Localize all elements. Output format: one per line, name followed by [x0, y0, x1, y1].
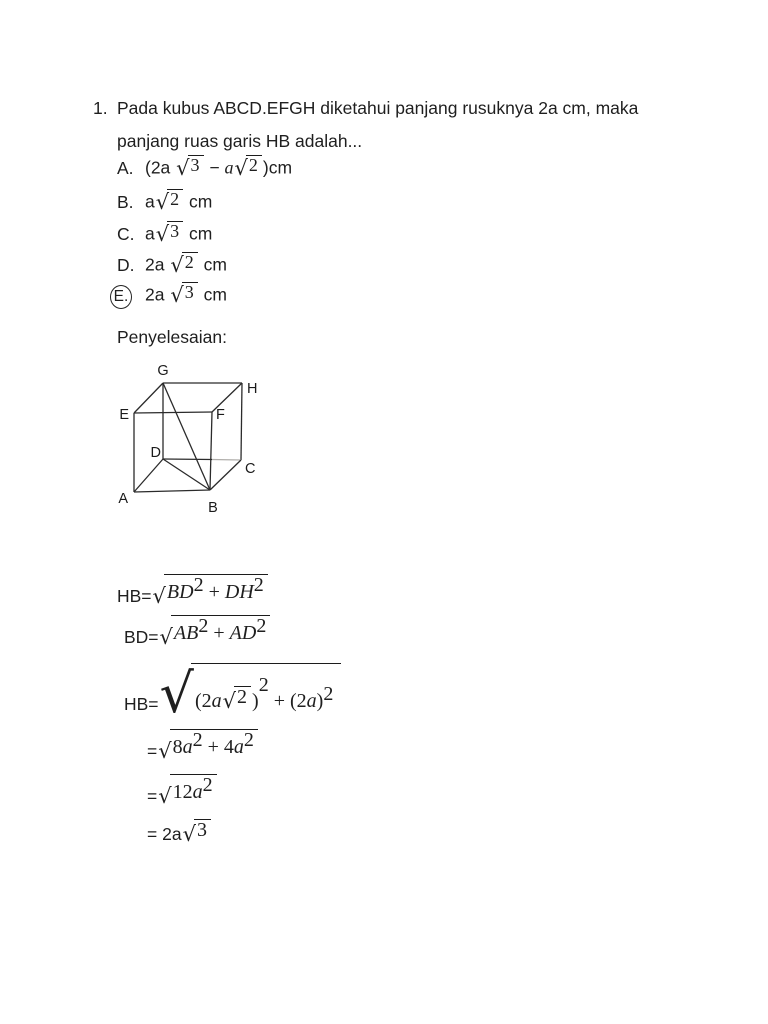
option-row-c	[117, 221, 212, 245]
math-token: )cm	[262, 157, 293, 178]
math-token: 3	[184, 282, 194, 302]
option-label-e	[110, 285, 145, 309]
edge-eg	[134, 383, 163, 413]
edge-dc-near	[163, 459, 212, 460]
radical-sign: √	[155, 189, 170, 214]
math-token: a	[182, 736, 193, 758]
equation-line-4	[147, 729, 259, 762]
option-row-d	[117, 252, 227, 276]
equation-line-5	[147, 774, 218, 807]
math-token: 2	[237, 686, 248, 709]
math-token: )	[252, 690, 259, 712]
equation-line-6	[147, 819, 212, 845]
edge-hc	[241, 383, 242, 460]
radical-sign: √	[159, 624, 173, 649]
vertex-label-c: C	[245, 461, 256, 477]
equation-line-2	[124, 615, 271, 648]
math-token: AB	[173, 622, 199, 644]
radicand	[188, 155, 204, 175]
edge-fb	[210, 412, 212, 490]
radical-sign: √	[159, 662, 194, 726]
math-token: 2	[323, 683, 334, 705]
sqrt-radical	[234, 155, 262, 180]
vertex-label-h: H	[247, 381, 258, 397]
radicand	[191, 663, 341, 712]
radicand	[234, 686, 251, 708]
vertex-label-g: G	[157, 363, 169, 379]
math-token: 8	[172, 736, 183, 758]
math-token: +	[208, 622, 230, 644]
math-token: a	[192, 781, 203, 803]
radicand	[167, 189, 183, 209]
vertex-label-d: D	[150, 445, 161, 461]
math-token: 2a	[145, 284, 170, 305]
vertex-label-e: E	[119, 407, 129, 423]
math-token: cm	[198, 284, 227, 305]
sqrt-radical	[158, 774, 216, 808]
question-block	[93, 92, 693, 158]
math-token: a	[211, 690, 222, 712]
radical-sign: √	[170, 282, 184, 307]
radicand	[170, 774, 217, 803]
radical-sign: √	[170, 252, 184, 277]
option-expression-d	[145, 252, 227, 276]
question-line-1: Pada kubus ABCD.EFGH diketahui panjang rusuknya 2a cm, maka	[117, 98, 639, 118]
math-token: DH	[224, 581, 254, 603]
math-token: 2	[193, 574, 204, 596]
radicand	[182, 282, 198, 302]
math-token: −	[204, 157, 225, 178]
math-token: 3	[196, 819, 207, 841]
math-token: 2	[170, 189, 180, 209]
math-token: 2	[253, 574, 264, 596]
math-token: 3	[190, 155, 200, 175]
vertex-label-a: A	[118, 491, 128, 507]
option-label-d: D.	[117, 254, 135, 275]
radical-sign: √	[158, 783, 172, 808]
math-token: 2	[248, 155, 258, 175]
cube-edges	[134, 383, 242, 492]
sqrt-radical	[159, 662, 342, 726]
math-token: a	[233, 736, 244, 758]
math-token: +	[203, 581, 225, 603]
math-token: HB=	[117, 585, 152, 606]
math-token: 2	[184, 252, 194, 272]
math-token: + 4	[202, 736, 234, 758]
math-token: cm	[184, 191, 213, 212]
question-number: 1.	[93, 98, 108, 118]
radicand	[246, 155, 262, 175]
radicand	[182, 252, 198, 272]
edge-bc	[210, 460, 241, 490]
math-token: 12	[172, 781, 193, 803]
math-token: 2	[198, 615, 209, 637]
question-line-2: panjang ruas garis HB adalah...	[117, 131, 363, 151]
sqrt-radical	[152, 574, 268, 608]
math-token: =	[147, 740, 158, 761]
sqrt-radical	[176, 155, 203, 180]
radical-sign: √	[222, 689, 237, 713]
option-row-a	[117, 155, 292, 179]
radicand	[164, 574, 268, 603]
edge-dc-far	[212, 460, 241, 461]
equation-line-1	[117, 574, 269, 607]
option-row-e	[113, 282, 227, 309]
math-token: (2a	[145, 157, 176, 178]
math-token: 3	[170, 221, 180, 241]
vertex-label-b: B	[208, 500, 218, 516]
sqrt-radical	[159, 615, 271, 649]
option-label-a: A.	[117, 157, 134, 178]
radicand	[170, 729, 258, 758]
math-token: BD=	[124, 626, 159, 647]
math-token: a	[306, 690, 317, 712]
edge-ad	[134, 459, 163, 492]
math-token: (2	[194, 690, 212, 712]
math-token: 2	[243, 729, 254, 751]
radical-sign: √	[176, 155, 190, 180]
sqrt-radical	[182, 819, 211, 846]
equation-line-3	[124, 662, 342, 726]
math-token: = 2a	[147, 823, 182, 844]
sqrt-radical	[158, 729, 258, 763]
math-token: AD	[229, 622, 257, 644]
solution-heading: Penyelesaian:	[117, 327, 227, 347]
math-token: cm	[184, 223, 213, 244]
option-label-b: B.	[117, 191, 134, 212]
radical-sign: √	[152, 583, 166, 608]
option-row-b	[117, 189, 212, 213]
vertex-label-f: F	[216, 407, 225, 423]
sqrt-radical	[155, 189, 183, 214]
radical-sign: √	[182, 821, 196, 846]
sqrt-radical	[170, 282, 197, 307]
radical-sign: √	[234, 155, 248, 180]
option-label-c: C.	[117, 223, 135, 244]
math-token: 2	[258, 674, 269, 696]
math-token: + (2	[268, 690, 307, 712]
edge-ab	[134, 490, 210, 492]
edge-ef	[134, 412, 212, 413]
math-token: a	[145, 191, 155, 212]
math-token: 2	[256, 615, 267, 637]
sqrt-radical	[222, 686, 251, 713]
option-expression-b	[145, 189, 212, 213]
math-token: )	[316, 690, 324, 712]
math-token: HB=	[124, 694, 159, 715]
answer-circle-mark: E.	[110, 285, 132, 309]
math-token: 2	[192, 729, 203, 751]
radicand	[167, 221, 183, 241]
math-token: a	[224, 157, 234, 178]
radicand	[171, 615, 270, 644]
math-token: 2a	[145, 254, 170, 275]
math-token: a	[145, 223, 155, 244]
sqrt-radical	[170, 252, 197, 277]
option-expression-a	[145, 155, 292, 179]
sqrt-radical	[155, 221, 183, 246]
cube-diagram	[113, 354, 273, 519]
math-token: cm	[198, 254, 227, 275]
option-expression-e	[145, 282, 227, 306]
radical-sign: √	[158, 738, 172, 763]
option-expression-c	[145, 221, 212, 245]
math-token: =	[147, 785, 158, 806]
radicand	[194, 819, 211, 841]
radical-sign: √	[155, 221, 170, 246]
math-token: 2	[202, 774, 213, 796]
math-token: BD	[166, 581, 194, 603]
